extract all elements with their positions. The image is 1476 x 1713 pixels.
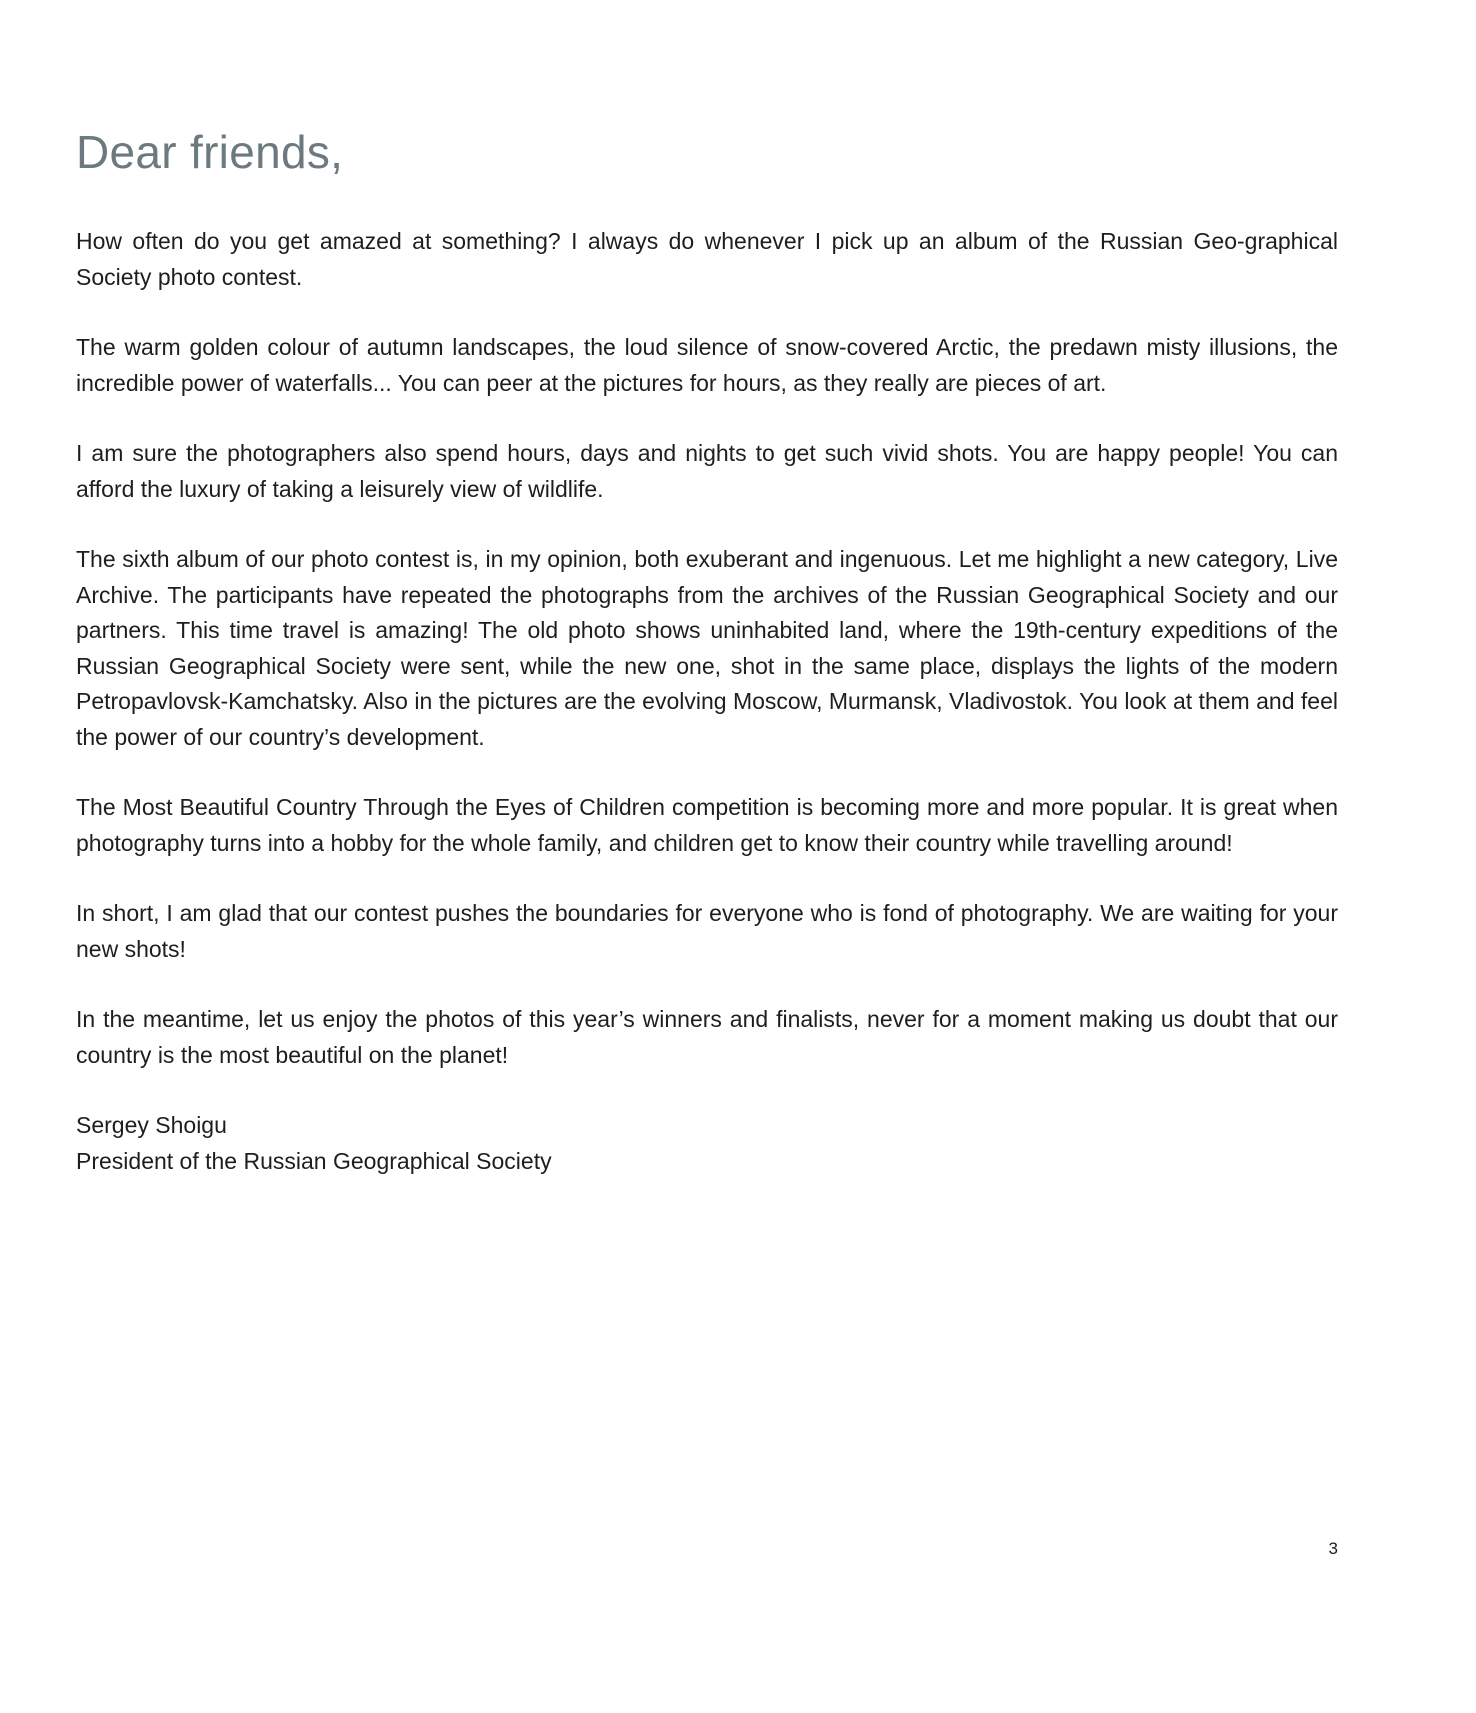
- letter-heading: Dear friends,: [76, 126, 344, 178]
- signature-title: President of the Russian Geographical Society: [76, 1147, 552, 1174]
- letter-body: [76, 224, 1338, 1179]
- paragraph-2: The warm golden colour of autumn landscapes, the loud silence of snow-covered Arctic, the predawn misty illusions, the incredible power of waterfalls... You can peer at the pictures for hours, as they really are pieces of art.: [76, 334, 1338, 396]
- signature-name: Sergey Shoigu: [76, 1112, 227, 1138]
- paragraph-5: The Most Beautiful Country Through the Eyes of Children competition is becoming more and more popular. It is great when photography turns into a hobby for the whole family, and children get to know their country while travelling around!: [76, 794, 1338, 856]
- paragraph-3: I am sure the photographers also spend hours, days and nights to get such vivid shots. You are happy people! You can afford the luxury of taking a leisurely view of wildlife.: [76, 440, 1338, 502]
- paragraph-7: In the meantime, let us enjoy the photos of this year’s winners and finalists, never for a moment making us doubt that our country is the most beautiful on the planet!: [76, 1006, 1338, 1068]
- signature-block: [76, 1108, 1338, 1179]
- paragraph-4: The sixth album of our photo contest is, in my opinion, both exuberant and ingenuous. Let me highlight a new category, Live Archive. The participants have repeated the photographs from the archives of the Russian Geographical Society and our partners. This time travel is amazing! The old photo shows uninhabited land, where the 19th-century expeditions of the Russian Geographical Society were sent, while the new one, shot in the same place, displays the lights of the modern Petropavlovsk-Kamchatsky. Also in the pictures are the evolving Moscow, Murmansk, Vladivostok. You look at them and feel the power of our country’s development.: [76, 546, 1338, 750]
- paragraph-6: In short, I am glad that our contest pushes the boundaries for everyone who is fond of photography. We are waiting for your new shots!: [76, 900, 1338, 962]
- page-number: 3: [1328, 1539, 1338, 1558]
- paragraph-1: How often do you get amazed at something? I always do whenever I pick up an album of the Russian Geo-graphical Society photo contest.: [76, 228, 1338, 290]
